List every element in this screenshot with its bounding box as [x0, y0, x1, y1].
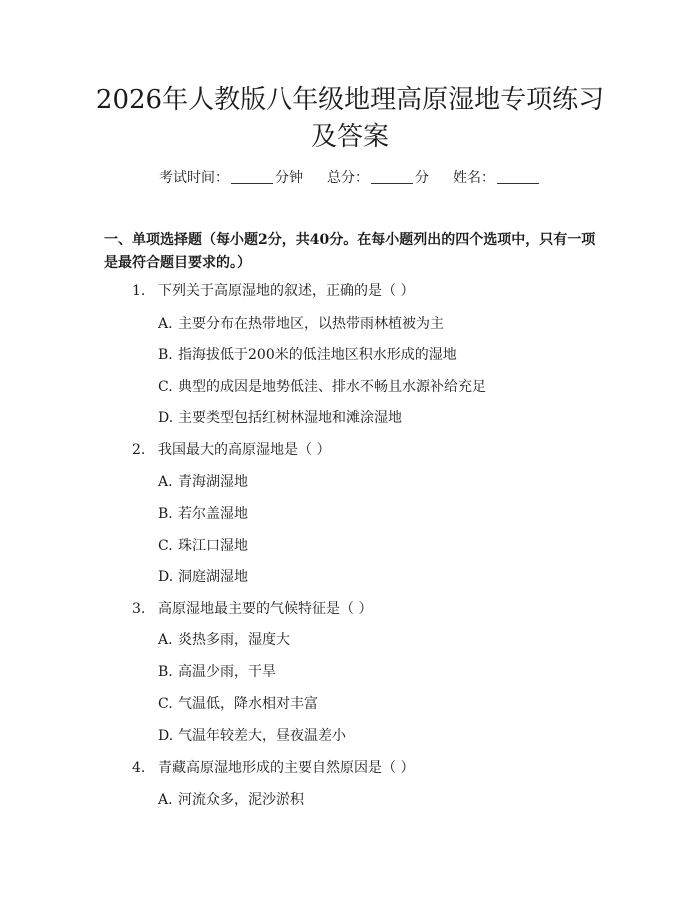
option-text: 主要类型包括红树林湿地和滩涂湿地: [178, 410, 402, 426]
option-text: 青海湖湿地: [178, 474, 248, 490]
option-letter: C.: [158, 696, 173, 712]
question-text: 青藏高原湿地形成的主要自然原因是（ ）: [158, 760, 415, 776]
option-text: 指海拔低于200米的低洼地区积水形成的湿地: [178, 347, 457, 363]
q2-option-d: [158, 567, 248, 587]
score-blank: [371, 169, 413, 184]
score-unit: 分: [415, 170, 429, 186]
option-text: 典型的成因是地势低洼、排水不畅且水源补给充足: [178, 379, 486, 395]
option-letter: A.: [158, 792, 173, 808]
question-text: 下列关于高原湿地的叙述，正确的是（ ）: [158, 283, 415, 299]
exam-meta-row: [0, 168, 700, 188]
option-letter: A.: [158, 316, 173, 332]
option-letter: C.: [158, 538, 173, 554]
question-text: 高原湿地最主要的气候特征是（ ）: [158, 601, 373, 617]
option-letter: C.: [158, 379, 173, 395]
name-blank: [497, 169, 539, 184]
option-text: 主要分布在热带地区，以热带雨林植被为主: [178, 316, 444, 332]
option-letter: D.: [158, 569, 174, 585]
q3-option-c: [158, 694, 318, 714]
name-label: 姓名：: [453, 170, 495, 186]
q3-option-d: [158, 726, 346, 746]
option-letter: D.: [158, 728, 174, 744]
option-text: 若尔盖湿地: [178, 506, 248, 522]
question-2: [132, 440, 330, 460]
q1-option-d: [158, 408, 402, 428]
q2-option-a: [158, 472, 248, 492]
q1-option-a: [158, 314, 444, 334]
option-text: 气温低，降水相对丰富: [178, 696, 318, 712]
question-4: [132, 758, 414, 778]
option-text: 河流众多，泥沙淤积: [178, 792, 304, 808]
time-unit: 分钟: [275, 170, 303, 186]
option-letter: A.: [158, 474, 173, 490]
option-text: 炎热多雨，湿度大: [178, 632, 290, 648]
document-title-line2: 及答案: [310, 122, 389, 152]
section-heading-line1: 一、单项选择题（每小题2分，共40分。在每小题列出的四个选项中，只有一项: [104, 232, 596, 248]
question-3: [132, 599, 372, 619]
question-number: 3.: [132, 601, 146, 617]
option-text: 高温少雨，干旱: [178, 664, 276, 680]
question-number: 4.: [132, 760, 146, 776]
score-label: 总分：: [327, 170, 369, 186]
option-letter: D.: [158, 410, 174, 426]
question-number: 2.: [132, 442, 146, 458]
question-text: 我国最大的高原湿地是（ ）: [158, 442, 331, 458]
question-1: [132, 281, 414, 301]
question-number: 1.: [132, 283, 146, 299]
q3-option-a: [158, 630, 290, 650]
section-heading-line2: 是最符合题目要求的。）: [104, 255, 251, 271]
option-letter: A.: [158, 632, 173, 648]
q1-option-b: [158, 345, 457, 365]
option-letter: B.: [158, 664, 173, 680]
option-text: 珠江口湿地: [178, 538, 248, 554]
option-letter: B.: [158, 347, 173, 363]
q2-option-c: [158, 536, 248, 556]
q1-option-c: [158, 377, 486, 397]
time-label: 考试时间：: [159, 170, 229, 186]
time-blank: [231, 169, 273, 184]
option-text: 洞庭湖湿地: [178, 569, 248, 585]
q2-option-b: [158, 504, 248, 524]
option-text: 气温年较差大，昼夜温差小: [178, 728, 346, 744]
document-title-line1: 2026年人教版八年级地理高原湿地专项练习: [95, 85, 605, 115]
q4-option-a: [158, 790, 304, 810]
q3-option-b: [158, 662, 276, 682]
option-letter: B.: [158, 506, 173, 522]
